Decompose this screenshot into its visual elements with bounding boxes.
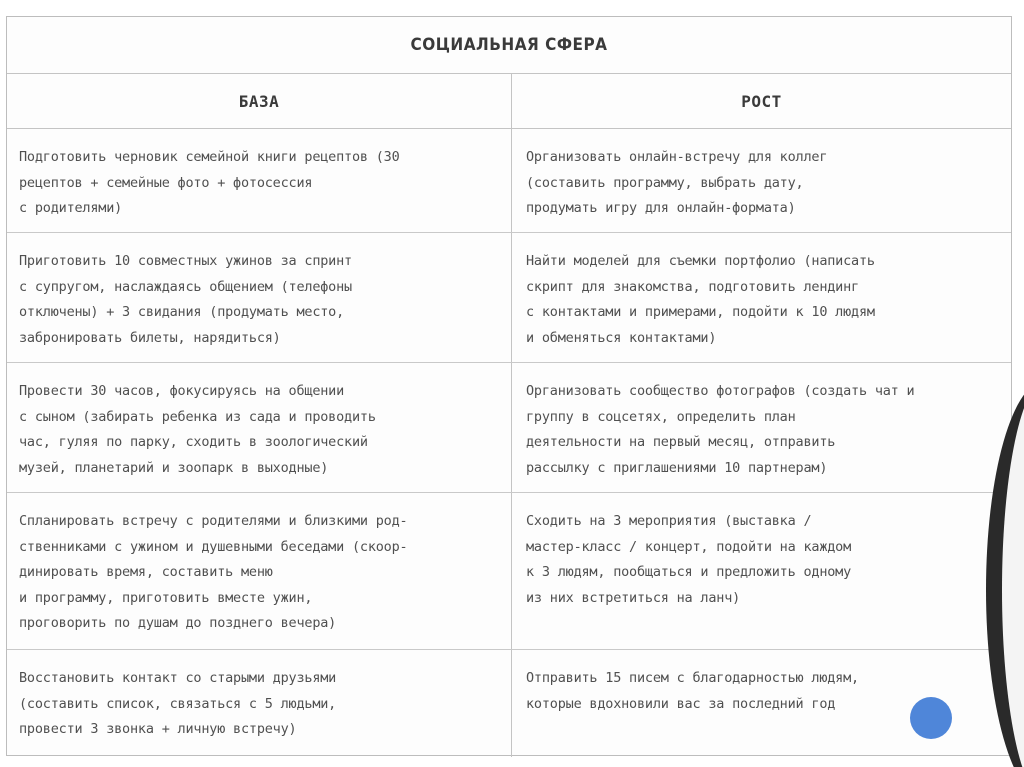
table-header-row [7,74,1011,129]
table-row [7,493,1011,650]
column-header-growth: РОСТ [741,91,782,111]
table-row [7,129,1011,233]
cell-base: Спланировать встречу с родителями и близкими род- ственниками с ужином и душевными беседами (скоор- динировать время, составить меню и программу, приготовить вместе ужин, проговорить по душам до позднего вечера) [7,493,512,649]
table-row [7,233,1011,363]
table-title: СОЦИАЛЬНАЯ СФЕРА [410,35,608,55]
table-title-row [7,17,1011,74]
cell-base: Приготовить 10 совместных ужинов за спринт с супругом, наслаждаясь общением (телефоны отключены) + 3 свидания (продумать место, забронировать билеты, нарядиться) [7,233,512,362]
table-row [7,650,1011,757]
cell-growth: Организовать онлайн-встречу для коллег (составить программу, выбрать дату, продумать игру для онлайн-формата) [526,149,828,217]
cell-growth: Отправить 15 писем с благодарностью людям, которые вдохновили вас за последний год [526,670,859,712]
cell-growth: Найти моделей для съемки портфолио (написать скрипт для знакомства, подготовить лендинг с контактами и примерами, подойти к 10 людям и обменяться контактами) [526,253,875,346]
cell-base: Подготовить черновик семейной книги рецептов (30 рецептов + семейные фото + фотосессия с родителями) [7,129,512,232]
cell-base: Восстановить контакт со старыми друзьями (составить список, связаться с 5 людьми, провести 3 звонка + личную встречу) [7,650,512,757]
blue-dot-marker [910,697,952,739]
table-row [7,363,1011,493]
cell-growth: Сходить на 3 мероприятия (выставка / мастер-класс / концерт, подойти на каждом к 3 людям, пообщаться и предложить одному из них встретиться на ланч) [526,513,852,606]
column-header-base: БАЗА [7,74,512,128]
social-sphere-table [6,16,1012,756]
cell-growth: Организовать сообщество фотографов (создать чат и группу в соцсетях, определить план деятельности на первый месяц, отправить рассылку с приглашениями 10 партнерам) [526,383,915,476]
cell-base: Провести 30 часов, фокусируясь на общении с сыном (забирать ребенка из сада и проводить час, гуляя по парку, сходить в зоологический музей, планетарий и зоопарк в выходные) [7,363,512,492]
